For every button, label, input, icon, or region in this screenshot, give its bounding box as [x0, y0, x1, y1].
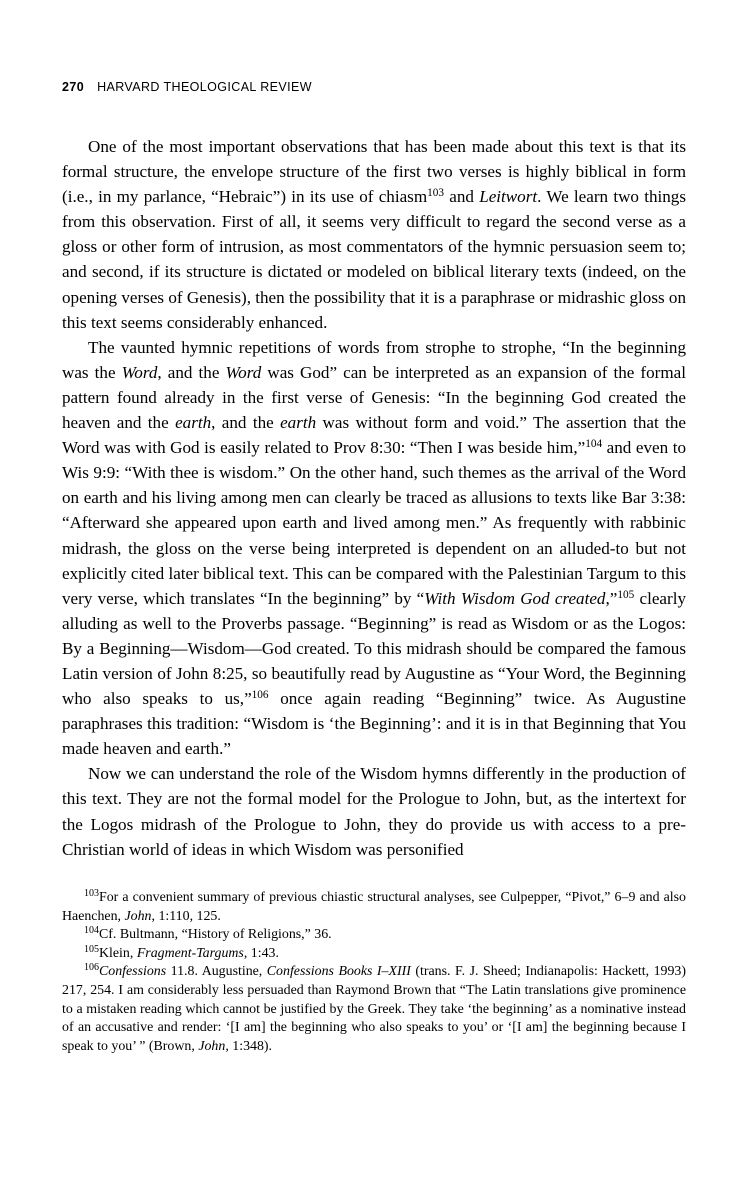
page-number: 270	[62, 80, 85, 94]
italic-run: Fragment-Targums	[136, 945, 244, 961]
journal-title: HARVARD THEOLOGICAL REVIEW	[97, 80, 312, 94]
text-run: , 1:348).	[225, 1038, 273, 1054]
footnote-entry	[62, 963, 686, 1056]
text-run: was God” can be interpreted as an expansion of the formal pattern found already in the first verse of Genesis: “In the beginning God created the heaven and the	[62, 362, 686, 433]
italic-run: earth	[280, 413, 317, 433]
italic-run: With Wisdom God created	[424, 588, 606, 608]
footnote-entry	[62, 926, 686, 945]
footnote-marker[interactable]: 104	[585, 438, 603, 451]
text-run: (trans. F. J. Sheed; Indianapolis: Hackett, 1993) 217, 254. I am considerably less persuaded than Raymond Brown that “The Latin translations give prominence to a mistaken reading which cannot be justified by the Greek. They take ‘the beginning’ as a nominative instead of an accusative and render: ‘[I am] the beginning who also speaks to you’ or ‘[I am] the beginning because I speak to you’ ” (Brown,	[62, 964, 686, 1054]
body-text	[62, 134, 686, 862]
italic-run: Confessions	[99, 964, 167, 980]
body-paragraph	[62, 761, 686, 861]
running-head	[62, 80, 686, 94]
footnote-number[interactable]: 104	[84, 925, 99, 937]
footnote-number[interactable]: 106	[84, 962, 99, 974]
body-paragraph	[62, 134, 686, 335]
italic-run: earth	[175, 413, 212, 433]
footnote-number[interactable]: 103	[84, 888, 99, 899]
text-run: was without form and void.” The assertion that the Word was with God is easily related to Prov 8:30: “Then I was beside him,”	[62, 413, 686, 458]
italic-run: John	[124, 908, 152, 924]
text-run: , 1:110, 125.	[151, 908, 221, 924]
footnote-marker[interactable]: 105	[617, 588, 635, 601]
text-run: , 1:43.	[243, 945, 279, 961]
footnote-marker[interactable]: 106	[251, 689, 269, 702]
text-run: , and the	[211, 413, 281, 433]
body-paragraph	[62, 335, 686, 762]
text-run: Now we can understand the role of the Wisdom hymns differently in the production of this text. They are not the formal model for the Prologue to John, but, as the intertext for the Logos midrash of the Prologue to John, they do provide us with access to a pre-Christian world of ideas in which Wisdom was personified	[62, 764, 686, 859]
text-run: One of the most important observations that has been made about this text is that its formal structure, the envelope structure of the first two verses is highly biblical in form (i.e., in my parlance, “Hebraic”) in its use of chiasm	[62, 137, 686, 207]
text-run: 11.8. Augustine,	[166, 964, 267, 980]
text-run: Klein,	[99, 945, 137, 961]
italic-run: Word	[121, 362, 158, 382]
text-run: Cf. Bultmann, “History of Religions,” 36.	[99, 927, 332, 943]
text-run: The vaunted hymnic repetitions of words from strophe to strophe, “In the beginning was the	[62, 337, 686, 382]
text-run: . We learn two things from this observation. First of all, it seems very difficult to regard the second verse as a gloss or other form of intrusion, as most commentators of the hymnic persuasion seem to; and second, if its structure is dictated or modeled on biblical literary texts (indeed, on the opening verses of Genesis), then the possibility that it is a paraphrase or midrashic gloss on this text seems considerably enhanced.	[62, 187, 686, 332]
italic-run: Confessions Books I–XIII	[266, 964, 411, 980]
footnote-number[interactable]: 105	[84, 943, 99, 955]
text-run: ,”	[605, 588, 618, 608]
text-run: clearly alluding as well to the Proverbs passage. “Beginning” is read as Wisdom or as the Logos: By a Beginning—Wisdom—God created. To this midrash should be compared the famous Latin version of John 8:25, so beautifully read by Augustine as “Your Word, the Beginning who also speaks to us,”	[62, 588, 686, 709]
text-run: once again reading “Beginning” twice. As Augustine paraphrases this tradition: “Wisdom is ‘the Beginning’: and it is in that Beginning that You made heaven and earth.”	[62, 689, 686, 759]
footnote-entry	[62, 945, 686, 964]
text-run: and even to Wis 9:9: “With thee is wisdom.” On the other hand, such themes as the arrival of the Word on earth and his living among men can clearly be traced as allusions to texts like Bar 3:38: “Afterward she appeared upon earth and lived among men.” As frequently with rabbinic midrash, the gloss on the verse being interpreted is dependent on an alluded-to but not explicitly cited later biblical text. This can be compared with the Palestinian Targum to this very verse, which translates “In the beginning” by “	[62, 438, 686, 608]
footnote-marker[interactable]: 103	[427, 187, 445, 200]
italic-run: Leitwort	[479, 187, 538, 207]
text-run: , and the	[157, 362, 226, 382]
footnote-entry	[62, 889, 686, 926]
text-run: and	[444, 187, 480, 207]
italic-run: Word	[225, 362, 262, 382]
footnotes-section	[62, 889, 686, 1056]
italic-run: John	[198, 1038, 226, 1054]
text-run: For a convenient summary of previous chiastic structural analyses, see Culpepper, “Pivot,” 6–9 and also Haenchen,	[62, 890, 686, 924]
